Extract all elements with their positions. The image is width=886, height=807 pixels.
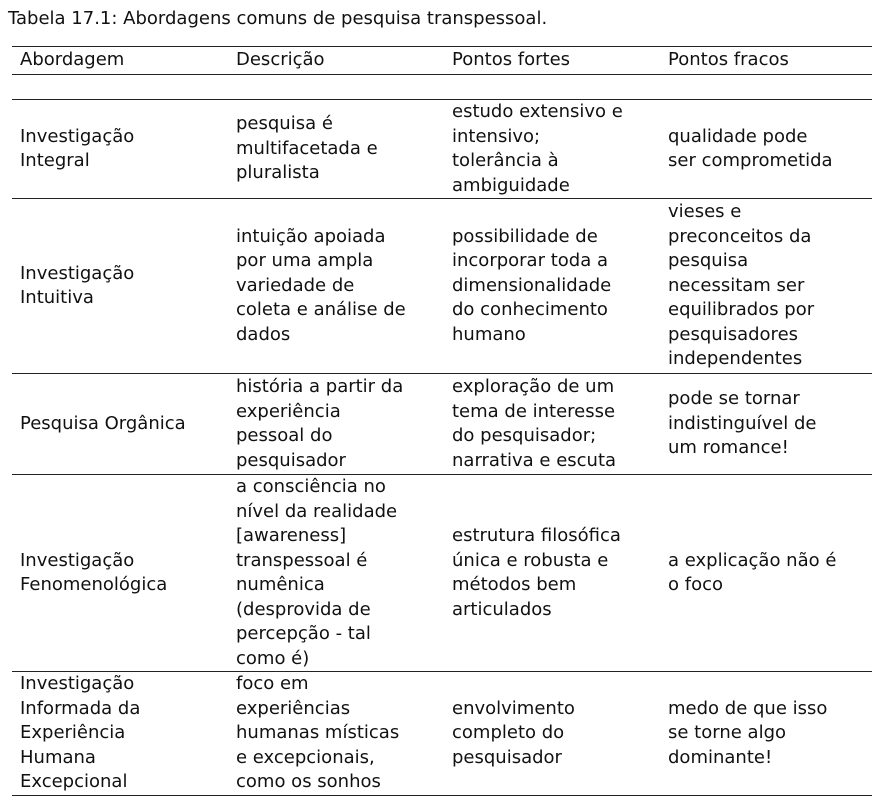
cell-text: exploração de um tema de interesse do pesquisador; narrativa e escuta: [452, 376, 617, 471]
cell-text: história a partir da experiência pessoal do pesquisador: [236, 376, 404, 471]
cell-text: a explicação não é o foco: [668, 549, 837, 595]
cell-text: Investigação Informada da Experiência Humana Excepcional: [20, 673, 141, 792]
header-row: [12, 47, 872, 75]
cell-descricao: [228, 100, 444, 199]
cell-abordagem: [12, 475, 228, 672]
header-pontos-fortes: Pontos fortes: [444, 47, 660, 75]
cell-text: estrutura filosófica única e robusta e métodos bem articulados: [452, 525, 621, 620]
cell-pontos-fortes: [444, 100, 660, 199]
cell-text: qualidade pode ser comprometida: [668, 125, 833, 171]
cell-pontos-fortes: [444, 199, 660, 374]
table-row: [12, 374, 872, 475]
table-row: [12, 100, 872, 199]
table-row: [12, 475, 872, 672]
cell-abordagem: [12, 672, 228, 796]
cell-text: medo de que isso se torne algo dominante!: [668, 697, 828, 768]
cell-text: Investigação Intuitiva: [20, 262, 135, 308]
cell-text: Investigação Fenomenológica: [20, 549, 168, 595]
header-abordagem: Abordagem: [12, 47, 228, 75]
cell-text: Pesquisa Orgânica: [20, 412, 186, 434]
header-descricao: Descrição: [228, 47, 444, 75]
cell-abordagem: [12, 100, 228, 199]
cell-pontos-fortes: [444, 475, 660, 672]
cell-pontos-fracos: [660, 475, 872, 672]
cell-pontos-fracos: [660, 199, 872, 374]
approaches-table-container: [12, 46, 872, 796]
cell-text: a consciência no nível da realidade [awareness] transpessoal é numênica (desprovida de percepção - tal como é): [236, 476, 398, 669]
cell-pontos-fracos: [660, 374, 872, 475]
cell-text: pode se tornar indistinguível de um romance!: [668, 388, 817, 459]
cell-text: envolvimento completo do pesquisador: [452, 697, 575, 768]
cell-text: pesquisa é multifacetada e pluralista: [236, 113, 378, 184]
table-caption: Tabela 17.1: Abordagens comuns de pesquisa transpessoal.: [8, 8, 548, 29]
cell-descricao: [228, 475, 444, 672]
cell-text: vieses e preconceitos da pesquisa necessitam ser equilibrados por pesquisadores independentes: [668, 201, 815, 370]
cell-abordagem: [12, 199, 228, 374]
cell-pontos-fortes: [444, 672, 660, 796]
cell-abordagem: [12, 374, 228, 475]
cell-descricao: [228, 374, 444, 475]
approaches-table: [12, 46, 872, 796]
cell-pontos-fracos: [660, 100, 872, 199]
cell-text: estudo extensivo e intensivo; tolerância à ambiguidade: [452, 101, 623, 196]
cell-pontos-fracos: [660, 672, 872, 796]
cell-pontos-fortes: [444, 374, 660, 475]
cell-text: Investigação Integral: [20, 125, 135, 171]
cell-text: foco em experiências humanas místicas e excepcionais, como os sonhos: [236, 673, 400, 792]
cell-descricao: [228, 199, 444, 374]
cell-text: intuição apoiada por uma ampla variedade de coleta e análise de dados: [236, 225, 406, 345]
cell-text: possibilidade de incorporar toda a dimensionalidade do conhecimento humano: [452, 225, 612, 345]
spacer-row: [12, 75, 872, 100]
table-row: [12, 672, 872, 796]
cell-descricao: [228, 672, 444, 796]
table-row: [12, 199, 872, 374]
header-pontos-fracos: Pontos fracos: [660, 47, 872, 75]
spacer-cell: [12, 75, 872, 100]
